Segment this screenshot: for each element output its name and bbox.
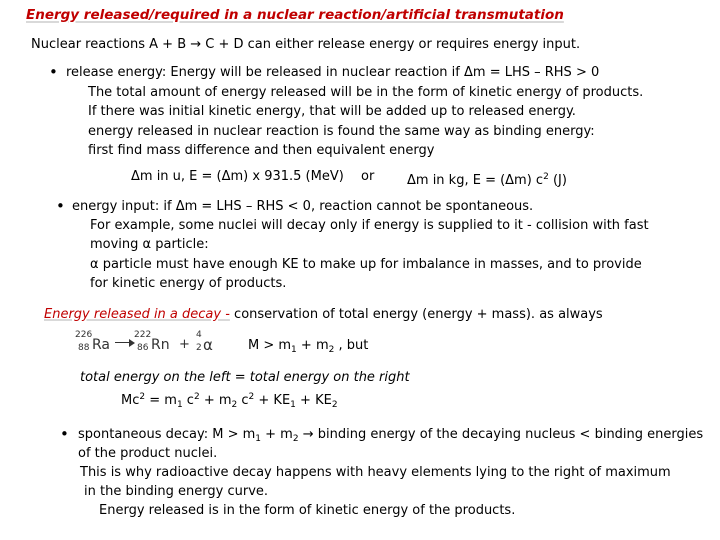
energy-balance-line: total energy on the left = total energy on the right xyxy=(80,370,410,385)
spont-sub-2: 2 xyxy=(292,434,299,444)
spont-head-b: + m xyxy=(261,427,293,442)
energy-equation xyxy=(121,388,338,414)
release-line: The total amount of energy released will be in the form of kinetic energy of products. xyxy=(88,85,644,100)
reaction-plus: + xyxy=(179,337,190,352)
decay-label: Energy released in a decay - xyxy=(44,307,230,322)
formula-u: Δm in u, E = (Δm) x 931.5 (MeV) xyxy=(131,169,344,184)
eq-m2: + m xyxy=(199,393,232,408)
page-title: Energy released/required in a nuclear reaction/artificial transmutation xyxy=(26,7,564,23)
alpha-symbol: α xyxy=(203,336,213,354)
formula-kg-unit: (J) xyxy=(548,173,567,188)
ra-symbol: Ra xyxy=(92,337,110,353)
release-line: energy released in nuclear reaction is found the same way as binding energy: xyxy=(88,124,595,139)
spont-head-c: → binding energy of the decaying nucleus < binding energies xyxy=(298,427,704,442)
spont-sub-1: 1 xyxy=(255,434,262,444)
rn-atomic-number: 86 xyxy=(137,343,149,353)
spont-line: Energy released is in the form of kinetic energy of the products. xyxy=(99,503,516,518)
spont-head-a: spontaneous decay: M > m xyxy=(78,427,256,442)
decay-text: conservation of total energy (energy + mass). as always xyxy=(229,307,603,322)
eq-ke2: + KE xyxy=(295,393,332,408)
eq-exp: 2 xyxy=(193,392,200,402)
arrow-head-icon xyxy=(129,339,135,347)
formula-or: or xyxy=(361,169,375,184)
release-line: first find mass difference and then equivalent energy xyxy=(88,143,435,158)
eq-c: c xyxy=(237,393,249,408)
eq-sub: 1 xyxy=(176,400,183,410)
cond-sub-2: 2 xyxy=(328,345,335,355)
intro-prefix: Nuclear reactions xyxy=(31,37,150,52)
input-line: for kinetic energy of products. xyxy=(90,276,287,291)
formula-kg-text: Δm in kg, E = (Δm) c xyxy=(407,173,544,188)
decay-line xyxy=(44,306,603,324)
spont-line: of the product nuclei. xyxy=(78,446,218,461)
cond-m: M > m xyxy=(248,338,292,353)
input-head: energy input: if Δm = LHS – RHS < 0, reaction cannot be spontaneous. xyxy=(72,199,534,214)
input-line: For example, some nuclei will decay only if energy is supplied to it - collision with fast xyxy=(90,218,649,233)
eq-c: c xyxy=(182,393,194,408)
cond-plus: + m xyxy=(296,338,329,353)
release-bullet: • xyxy=(49,63,58,81)
input-line: moving α particle: xyxy=(90,237,209,252)
release-line: If there was initial kinetic energy, that will be added up to released energy. xyxy=(88,104,576,119)
spont-bullet: • xyxy=(60,425,69,443)
cond-sub-1: 1 xyxy=(291,345,297,355)
release-head: release energy: Energy will be released in nuclear reaction if Δm = LHS – RHS > 0 xyxy=(66,65,600,80)
alpha-atomic-number: 2 xyxy=(196,343,202,353)
eq-m1: = m xyxy=(145,393,177,408)
intro-reaction: A + B → C + D xyxy=(149,37,244,52)
intro-suffix: can either release energy or requires energy input. xyxy=(243,37,581,52)
eq-mc: Mc xyxy=(121,393,140,408)
input-line: α particle must have enough KE to make up for imbalance in masses, and to provide xyxy=(90,257,642,272)
ra-mass-number: 226 xyxy=(75,330,93,340)
spont-line: in the binding energy curve. xyxy=(84,484,269,499)
eq-sub: 2 xyxy=(231,400,238,410)
spont-line: This is why radioactive decay happens with heavy elements lying to the right of maximum xyxy=(80,465,671,480)
cond-but: , but xyxy=(334,338,369,353)
mass-condition xyxy=(248,337,368,359)
eq-exp: 2 xyxy=(139,392,146,402)
input-bullet: • xyxy=(56,197,65,215)
rn-mass-number: 222 xyxy=(134,330,152,340)
decay-equation xyxy=(75,330,215,357)
ra-atomic-number: 88 xyxy=(78,343,90,353)
alpha-mass-number: 4 xyxy=(196,330,202,340)
formula-kg xyxy=(407,168,567,190)
eq-sub: 1 xyxy=(290,400,296,410)
eq-exp: 2 xyxy=(248,392,255,402)
eq-ke1: + KE xyxy=(254,393,291,408)
eq-sub: 2 xyxy=(331,400,338,410)
intro-line xyxy=(31,36,580,54)
rn-symbol: Rn xyxy=(151,337,170,353)
formula-kg-exp: 2 xyxy=(543,172,549,182)
